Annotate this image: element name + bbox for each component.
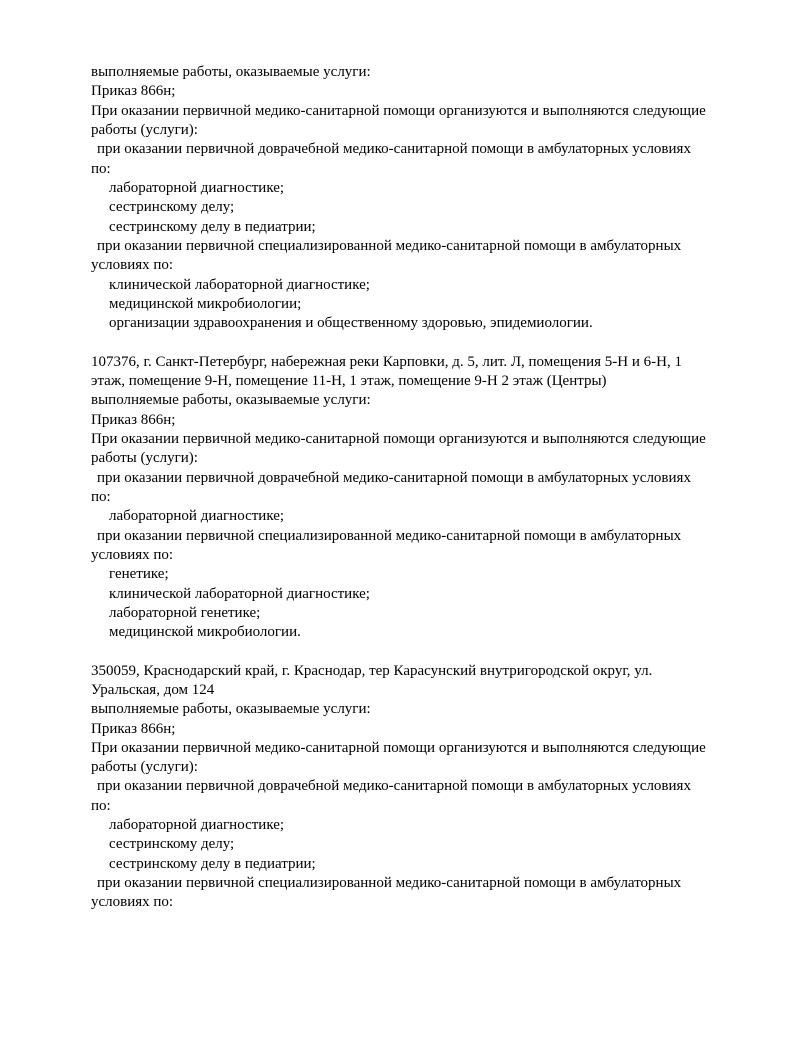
text-line: при оказании первичной специализированной медико-санитарной помощи в амбулаторных: [97, 875, 682, 892]
text-line: Уральская, дом 124: [91, 681, 215, 698]
text-line: Приказ 866н;: [91, 720, 176, 737]
text-line: по:: [91, 488, 111, 505]
text-line: работы (услуги):: [91, 759, 198, 776]
services-block-location-3: [91, 662, 753, 913]
text-line: условиях по:: [91, 257, 174, 274]
license-services-document: [91, 63, 753, 913]
text-line: этаж, помещение 9-Н, помещение 11-Н, 1 этаж, помещение 9-Н 2 этаж (Центры): [91, 372, 607, 389]
text-line: при оказании первичной доврачебной медико-санитарной помощи в амбулаторных условиях: [97, 141, 691, 158]
text-line: 107376, г. Санкт-Петербург, набережная реки Карповки, д. 5, лит. Л, помещения 5-Н и 6-Н, 1: [91, 353, 682, 370]
text-line: по:: [91, 160, 111, 177]
text-line: при оказании первичной специализированной медико-санитарной помощи в амбулаторных: [97, 237, 682, 254]
text-line: медицинской микробиологии;: [109, 295, 302, 312]
text-line: лабораторной диагностике;: [109, 508, 285, 525]
text-line: сестринскому делу в педиатрии;: [109, 855, 316, 872]
text-line: работы (услуги):: [91, 121, 198, 138]
services-block-location-2: [91, 353, 753, 643]
text-line: клинической лабораторной диагностике;: [109, 585, 370, 602]
text-line: сестринскому делу в педиатрии;: [109, 218, 316, 235]
text-line: генетике;: [109, 566, 169, 583]
text-line: по:: [91, 797, 111, 814]
text-line: сестринскому делу;: [109, 199, 235, 216]
text-line: При оказании первичной медико-санитарной помощи организуются и выполняются следующие: [91, 430, 706, 447]
text-line: лабораторной диагностике;: [109, 817, 285, 834]
text-line: При оказании первичной медико-санитарной помощи организуются и выполняются следующие: [91, 739, 706, 756]
text-line: Приказ 866н;: [91, 411, 176, 428]
text-line: работы (услуги):: [91, 450, 198, 467]
text-line: сестринскому делу;: [109, 836, 235, 853]
text-line: при оказании первичной специализированной медико-санитарной помощи в амбулаторных: [97, 527, 682, 544]
text-line: выполняемые работы, оказываемые услуги:: [91, 64, 371, 80]
text-line: при оказании первичной доврачебной медико-санитарной помощи в амбулаторных условиях: [97, 469, 691, 486]
text-line: лабораторной диагностике;: [109, 179, 285, 196]
text-line: клинической лабораторной диагностике;: [109, 276, 370, 293]
text-line: выполняемые работы, оказываемые услуги:: [91, 701, 371, 718]
text-line: выполняемые работы, оказываемые услуги:: [91, 392, 371, 409]
text-line: При оказании первичной медико-санитарной помощи организуются и выполняются следующие: [91, 102, 706, 119]
text-line: Приказ 866н;: [91, 83, 176, 100]
text-line: лабораторной генетике;: [109, 604, 261, 621]
text-line: медицинской микробиологии.: [109, 624, 301, 641]
text-line: организации здравоохранения и общественному здоровью, эпидемиологии.: [109, 315, 593, 332]
text-line: при оказании первичной доврачебной медико-санитарной помощи в амбулаторных условиях: [97, 778, 691, 795]
text-line: условиях по:: [91, 546, 174, 563]
services-block-location-1: [91, 63, 753, 334]
text-line: 350059, Краснодарский край, г. Краснодар, тер Карасунский внутригородской округ, ул.: [91, 662, 653, 679]
text-line: условиях по:: [91, 894, 174, 911]
